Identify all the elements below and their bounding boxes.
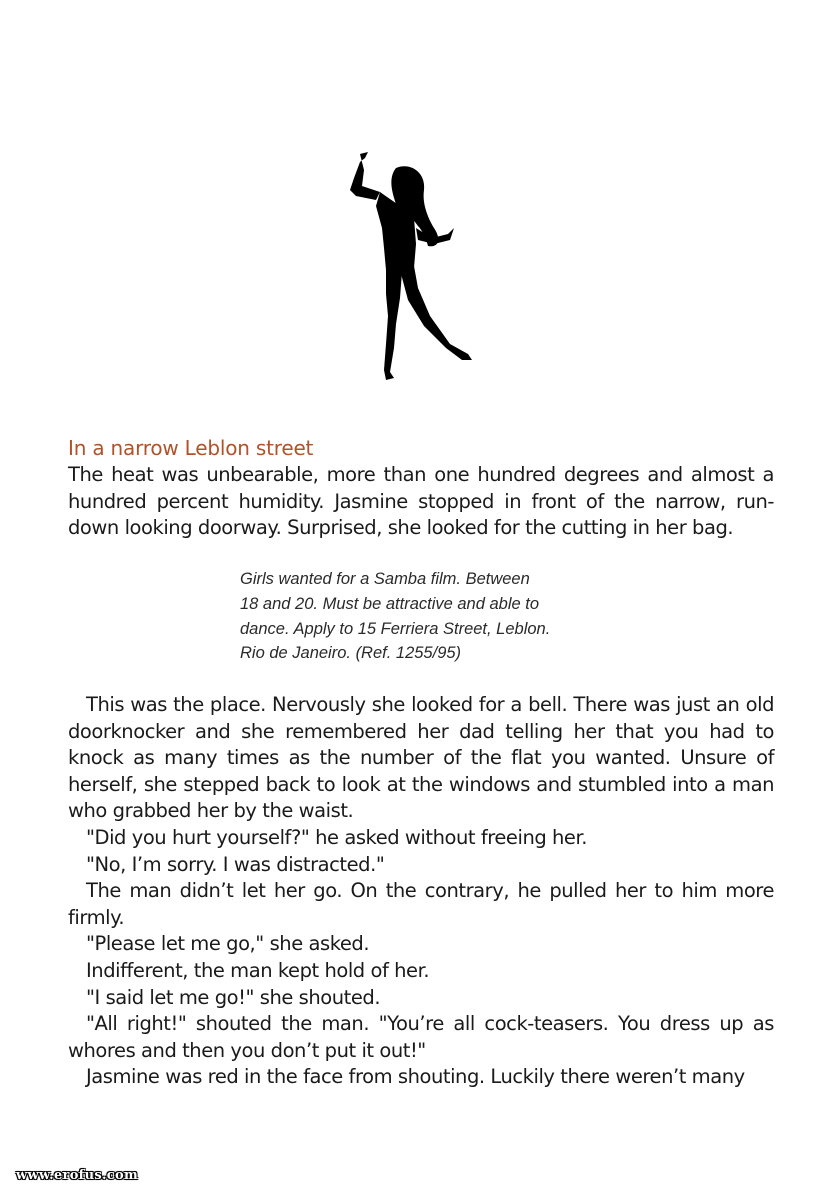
story-body [68,692,774,1091]
advert-line: 18 and 20. Must be attractive and able to [240,594,540,613]
story-paragraph: "No, I’m sorry. I was distracted." [86,852,385,876]
advert-line: dance. Apply to 15 Ferriera Street, Leblon. [240,619,551,638]
intro-paragraph: The heat was unbearable, more than one hundred degrees and almost a hundred percent humidity. Jasmine stopped in front of the narrow, run-down looking doorway. Surprised, she looked for the cutting in her bag. [68,463,774,540]
story-paragraph: "I said let me go!" she shouted. [86,985,381,1009]
dancer-silhouette-illustration [330,148,490,383]
advert-line: Rio de Janeiro. (Ref. 1255/95) [240,644,462,663]
story-paragraph: Jasmine was red in the face from shouting. Luckily there weren’t many [86,1065,745,1089]
advert-line: Girls wanted for a Samba film. Between [240,570,530,588]
story-paragraph: "Did you hurt yourself?" he asked without freeing her. [86,825,588,849]
section-heading: In a narrow Leblon street [68,436,314,460]
story-paragraph: The man didn’t let her go. On the contrary, he pulled her to him more firmly. [68,879,774,929]
site-watermark: www.erofus.com [16,1168,139,1183]
story-paragraph: This was the place. Nervously she looked for a bell. There was just an old doorknocker and she remembered her dad telling her that you had to knock as many times as the number of the flat you wanted. Unsure of herself, she stepped back to look at the windows and stumbled into a man who grabbed her by the waist. [68,693,774,823]
story-paragraph: "All right!" shouted the man. "You’re all cock-teasers. You dress up as whores and then you don’t put it out!" [68,1012,774,1062]
story-paragraph: "Please let me go," she asked. [86,932,370,956]
story-paragraph: Indifferent, the man kept hold of her. [86,958,430,982]
classified-advert [240,567,620,666]
